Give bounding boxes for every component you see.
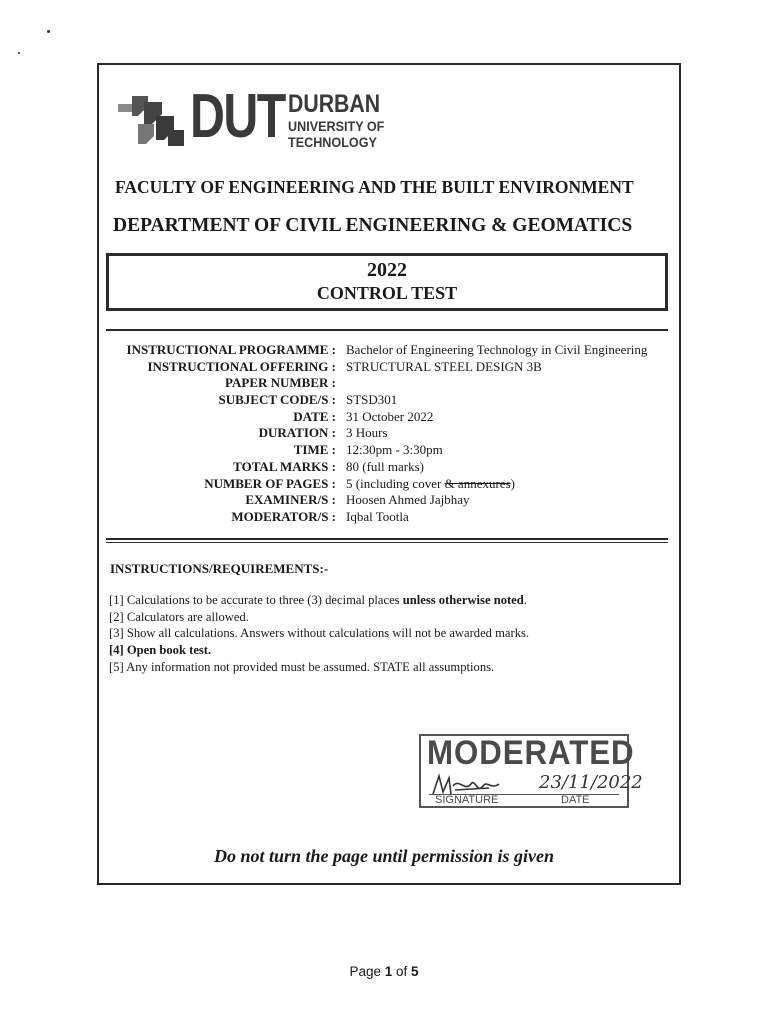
permission-notice: Do not turn the page until permission is given [213, 846, 555, 866]
dut-logo [118, 82, 398, 152]
detail-value: 3 Hours [346, 425, 388, 441]
stamp-signature-label: SIGNATURE [435, 794, 499, 806]
paper-details [108, 342, 678, 526]
scan-speck [18, 52, 20, 54]
logo-dut-text: DUT [190, 82, 285, 151]
detail-value: Iqbal Tootla [346, 508, 409, 524]
faculty-heading: FACULTY OF ENGINEERING AND THE BUILT ENVIRONMENT [115, 177, 634, 197]
logo-line-3: TECHNOLOGY [288, 134, 377, 150]
page-total: 5 [411, 964, 419, 979]
detail-value: STSD301 [346, 392, 398, 408]
instructions-heading: INSTRUCTIONS/REQUIREMENTS:- [110, 561, 329, 576]
divider [106, 329, 668, 331]
divider [106, 542, 668, 543]
detail-row [108, 442, 678, 459]
logo-name [288, 92, 396, 149]
detail-label: EXAMINER/S : [245, 492, 336, 508]
detail-label: TIME : [293, 442, 336, 458]
page-current: 1 [384, 964, 393, 979]
detail-row [108, 342, 678, 359]
stamp-date: 23/11/2022 [539, 772, 643, 793]
title-test: CONTROL TEST [316, 283, 458, 303]
dut-arrows-icon [118, 94, 188, 150]
stamp-word: MODERATED [427, 734, 635, 772]
detail-row [108, 375, 678, 392]
detail-value: Bachelor of Engineering Technology in Civil Engineering [346, 342, 648, 357]
detail-row [108, 392, 678, 409]
pages-text: 5 (including cover [346, 475, 442, 491]
scan-speck [47, 30, 50, 33]
struck-text: & annexures [444, 475, 511, 491]
detail-value: 80 (full marks) [346, 458, 424, 474]
detail-row [108, 425, 678, 442]
detail-row [108, 492, 678, 509]
department-heading: DEPARTMENT OF CIVIL ENGINEERING & GEOMATICS [113, 215, 633, 236]
pages-close: ) [510, 475, 515, 491]
detail-label: PAPER NUMBER : [225, 375, 336, 391]
instruction-item: [3] Show all calculations. Answers without calculations will not be awarded marks. [109, 626, 530, 641]
detail-row [108, 459, 678, 476]
detail-label: INSTRUCTIONAL PROGRAMME : [126, 342, 336, 357]
detail-label: DATE : [293, 408, 336, 424]
logo-line-1: DURBAN [288, 90, 381, 118]
detail-row [108, 359, 678, 376]
detail-row [108, 409, 678, 426]
title-year: 2022 [367, 259, 407, 281]
detail-value: 12:30pm - 3:30pm [346, 442, 443, 458]
logo-line-2: UNIVERSITY OF [288, 118, 385, 134]
instruction-item: [5] Any information not provided must be assumed. STATE all assumptions. [109, 659, 495, 674]
divider [106, 538, 668, 540]
detail-row [108, 509, 678, 526]
detail-value: 31 October 2022 [346, 408, 434, 424]
stamp-date-label: DATE [561, 794, 590, 806]
detail-value: Hoosen Ahmed Jajbhay [346, 492, 470, 508]
page-footer: Page 1 of 5 [349, 964, 419, 979]
detail-label: INSTRUCTIONAL OFFERING : [147, 358, 336, 374]
detail-row [108, 476, 678, 493]
instruction-item: [4] Open book test. [109, 643, 212, 658]
detail-label: SUBJECT CODE/S : [218, 392, 336, 408]
instruction-item: [2] Calculators are allowed. [109, 609, 249, 624]
moderated-stamp [419, 734, 643, 808]
detail-value: STRUCTURAL STEEL DESIGN 3B [346, 358, 542, 374]
detail-label: MODERATOR/S : [231, 508, 336, 524]
detail-label: DURATION : [258, 425, 336, 441]
instruction-item: [1] Calculations to be accurate to three (3) decimal places unless otherwise noted. [109, 593, 527, 607]
detail-value-pages [346, 476, 515, 493]
title-box [106, 253, 668, 311]
detail-label: TOTAL MARKS : [233, 458, 336, 474]
instructions-list [109, 592, 669, 676]
detail-label: NUMBER OF PAGES : [204, 475, 336, 491]
